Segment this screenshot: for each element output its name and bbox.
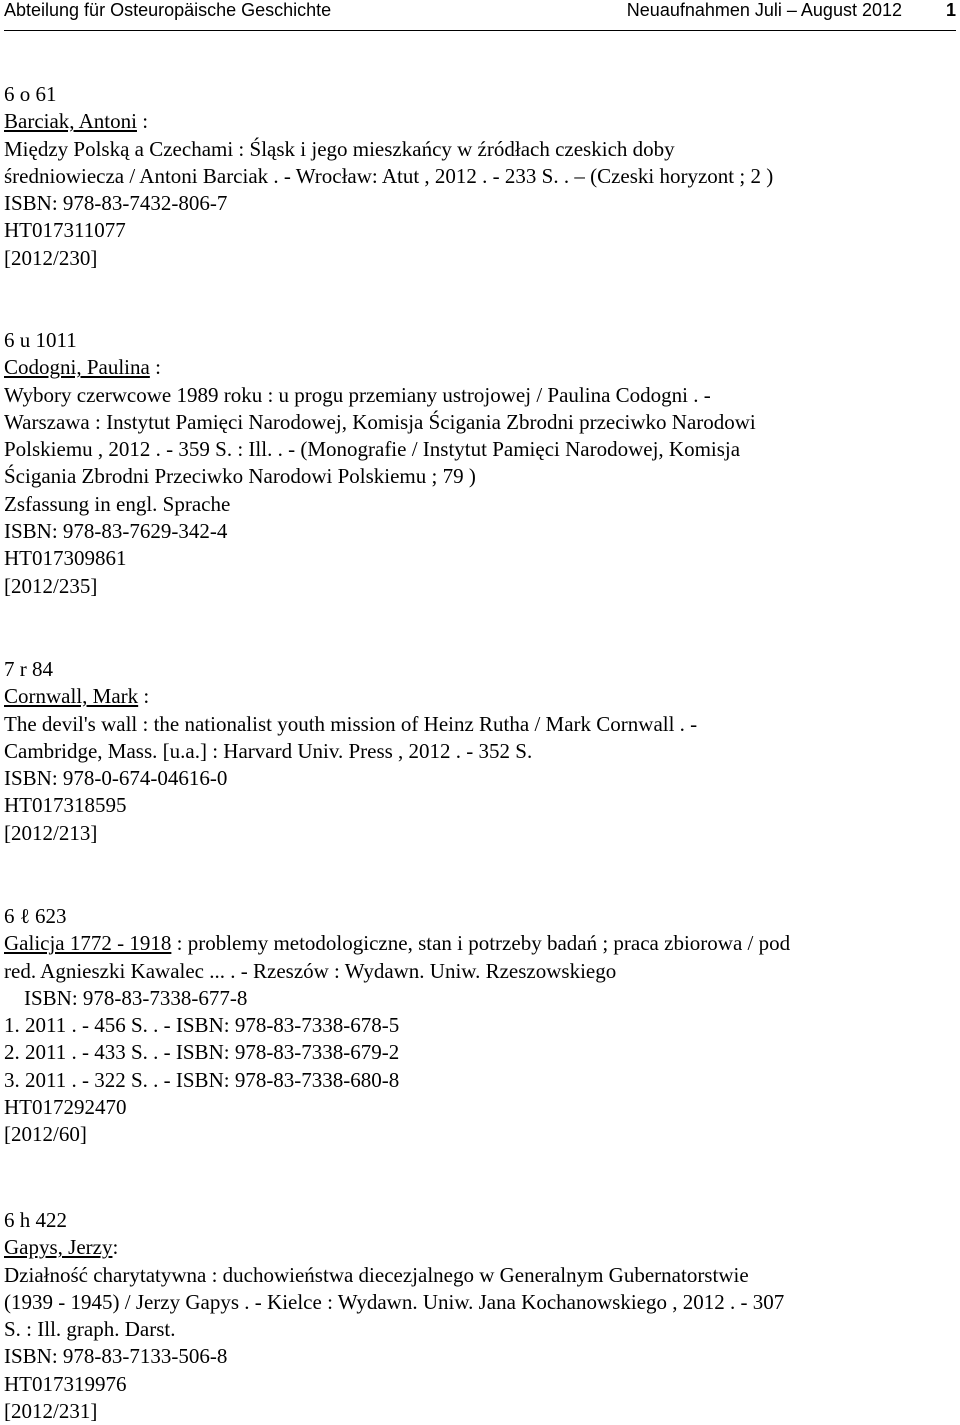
entry-line: red. Agnieszki Kawalec ... . - Rzeszów : Wydawn. Uniw. Rzeszowskiego bbox=[4, 958, 617, 983]
entry-line: [2012/213] bbox=[4, 820, 98, 845]
shelf-mark: 6 u 1011 bbox=[4, 328, 77, 352]
entry-line: Działność charytatywna : duchowieństwa diecezjalnego w Generalnym Gubernatorstwie bbox=[4, 1262, 749, 1287]
shelf-mark: 6 o 61 bbox=[4, 82, 57, 106]
shelf-mark: 6 ℓ 623 bbox=[4, 904, 67, 928]
entry-line: [2012/230] bbox=[4, 245, 98, 270]
entry-author-link[interactable]: Codogni, Paulina bbox=[4, 355, 150, 380]
entry-heading-rest: : bbox=[138, 684, 150, 709]
entry-line: [2012/231] bbox=[4, 1399, 98, 1424]
entry-line: S. : Ill. graph. Darst. bbox=[4, 1317, 176, 1342]
header-department: Abteilung für Osteuropäische Geschichte bbox=[4, 0, 332, 20]
entry-line: HT017319976 bbox=[4, 1371, 127, 1396]
entry-line: HT017292470 bbox=[4, 1095, 127, 1120]
entry-line: [2012/235] bbox=[4, 573, 98, 598]
entry-line: 2. 2011 . - 433 S. . - ISBN: 978-83-7338-679-2 bbox=[4, 1040, 400, 1065]
entry-line: ISBN: 978-83-7432-806-7 bbox=[4, 191, 228, 216]
entry-heading-rest: : bbox=[112, 1235, 119, 1260]
page-header bbox=[0, 0, 960, 26]
entry-line: HT017311077 bbox=[4, 218, 126, 243]
catalog-entry bbox=[4, 1207, 954, 1425]
entry-author-link[interactable]: Galicja 1772 - 1918 bbox=[4, 931, 172, 956]
entry-line: Wybory czerwcowe 1989 roku : u progu przemiany ustrojowej / Paulina Codogni . - bbox=[4, 382, 711, 407]
entry-line: [2012/60] bbox=[4, 1122, 87, 1147]
catalog-entry bbox=[4, 903, 954, 1149]
entry-author-link[interactable]: Gapys, Jerzy bbox=[4, 1235, 113, 1260]
shelf-mark: 7 r 84 bbox=[4, 657, 53, 681]
catalog-entry bbox=[4, 327, 954, 600]
catalog-entry bbox=[4, 656, 954, 847]
entry-line: Ścigania Zbrodni Przeciwko Narodowi Polskiemu ; 79 ) bbox=[4, 464, 476, 489]
catalog-entry bbox=[4, 81, 954, 272]
entry-line: ISBN: 978-0-674-04616-0 bbox=[4, 766, 228, 791]
entry-line: ISBN: 978-83-7338-677-8 bbox=[24, 985, 248, 1010]
entry-line: 1. 2011 . - 456 S. . - ISBN: 978-83-7338-678-5 bbox=[4, 1013, 400, 1038]
entry-line: HT017309861 bbox=[4, 546, 127, 571]
header-rule bbox=[4, 30, 956, 31]
entry-author-link[interactable]: Cornwall, Mark bbox=[4, 684, 139, 709]
entry-line: Między Polską a Czechami : Śląsk i jego mieszkańcy w źródłach czeskich doby bbox=[4, 136, 675, 161]
shelf-mark: 6 h 422 bbox=[4, 1208, 67, 1232]
entry-heading-rest: : bbox=[136, 109, 149, 134]
entry-line: Warszawa : Instytut Pamięci Narodowej, Komisja Ścigania Zbrodni przeciwko Narodowi bbox=[4, 409, 756, 434]
entry-line: HT017318595 bbox=[4, 793, 127, 818]
entry-line: Polskiemu , 2012 . - 359 S. : Ill. . - (Monografie / Instytut Pamięci Narodowej, Komisja bbox=[4, 437, 741, 462]
entry-line: 3. 2011 . - 322 S. . - ISBN: 978-83-7338-680-8 bbox=[4, 1067, 400, 1092]
page-number: 1 bbox=[945, 0, 956, 20]
entry-heading-line bbox=[4, 108, 954, 135]
entry-heading-line bbox=[4, 1234, 954, 1261]
entry-line: średniowiecza / Antoni Barciak . - Wrocław: Atut , 2012 . - 233 S. . – (Czeski horyzont ; 2 ) bbox=[4, 163, 774, 188]
entry-line: Zsfassung in engl. Sprache bbox=[4, 491, 231, 516]
entry-line: Cambridge, Mass. [u.a.] : Harvard Univ. Press , 2012 . - 352 S. bbox=[4, 738, 533, 763]
entry-heading-rest: : problemy metodologiczne, stan i potrzeby badań ; praca zbiorowa / pod bbox=[171, 931, 791, 956]
header-title: Neuaufnahmen Juli – August 2012 bbox=[626, 0, 902, 20]
entry-author-link[interactable]: Barciak, Antoni bbox=[4, 109, 137, 134]
entry-heading-line bbox=[4, 354, 954, 381]
entry-line: ISBN: 978-83-7133-506-8 bbox=[4, 1344, 228, 1369]
entry-heading-line bbox=[4, 683, 954, 710]
entry-heading-rest: : bbox=[149, 355, 161, 380]
entry-heading-line bbox=[4, 930, 954, 957]
entry-line: The devil's wall : the nationalist youth mission of Heinz Rutha / Mark Cornwall . - bbox=[4, 711, 698, 736]
entry-line: (1939 - 1945) / Jerzy Gapys . - Kielce : Wydawn. Uniw. Jana Kochanowskiego , 2012 . - 307 bbox=[4, 1289, 785, 1314]
entry-line: ISBN: 978-83-7629-342-4 bbox=[4, 519, 228, 544]
